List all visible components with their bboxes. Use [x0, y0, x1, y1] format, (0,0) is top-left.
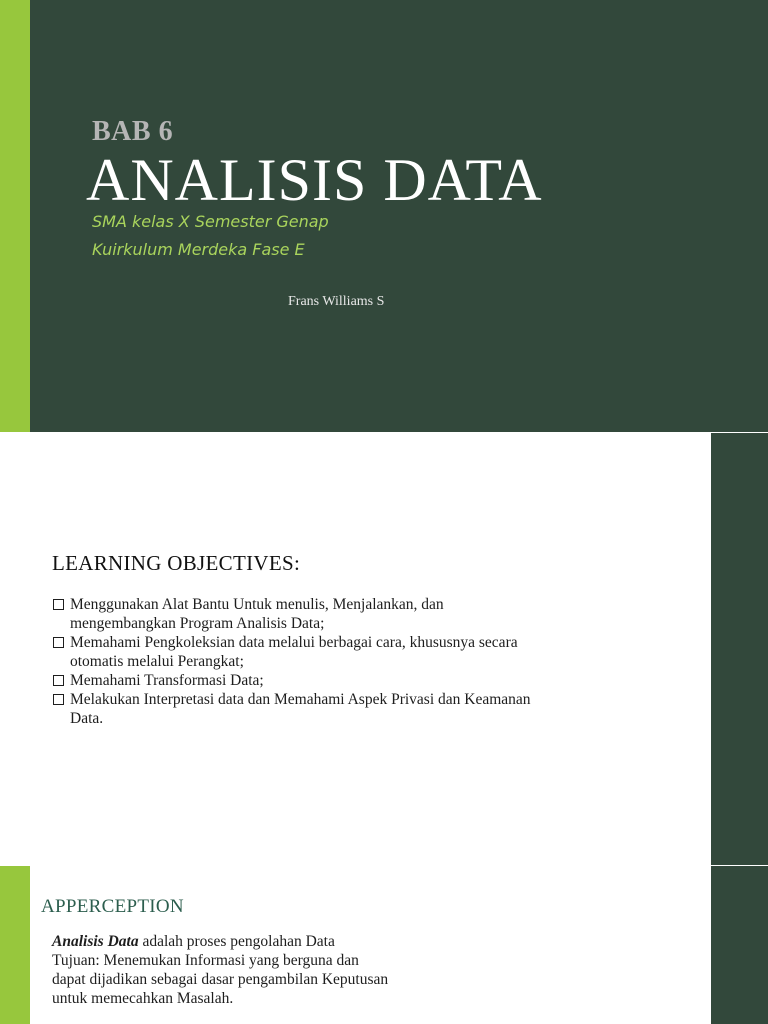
- body-line: [52, 932, 482, 951]
- checkbox-bullet-icon: [53, 637, 64, 648]
- objective-item: [52, 671, 652, 690]
- chapter-label: BAB 6: [92, 116, 174, 147]
- definition-text: adalah proses pengolahan Data: [138, 933, 335, 950]
- apperception-slide: [0, 866, 768, 1024]
- apperception-body: [52, 932, 482, 1008]
- subtitle-line-1: SMA kelas X Semester Genap: [92, 212, 329, 231]
- right-accent-bar: [711, 866, 768, 1024]
- objective-text-line: Menggunakan Alat Bantu Untuk menulis, Menjalankan, dan: [70, 596, 444, 613]
- slide-title: ANALISIS DATA: [86, 147, 543, 213]
- objectives-slide: [0, 433, 768, 865]
- checkbox-bullet-icon: [53, 694, 64, 705]
- objective-item: [52, 690, 652, 728]
- author-name: Frans Williams S: [288, 294, 385, 309]
- body-line: untuk memecahkan Masalah.: [52, 990, 234, 1007]
- objective-text-line: mengembangkan Program Analisis Data;: [70, 615, 325, 632]
- objective-text-line: Memahami Transformasi Data;: [70, 672, 264, 689]
- checkbox-bullet-icon: [53, 599, 64, 610]
- objective-text-line: Melakukan Interpretasi data dan Memahami Aspek Privasi dan Keamanan: [70, 691, 531, 708]
- body-line: Tujuan: Menemukan Informasi yang berguna dan: [52, 952, 359, 969]
- subtitle-line-2: Kuirkulum Merdeka Fase E: [92, 240, 305, 259]
- apperception-heading: APPERCEPTION: [41, 896, 184, 917]
- body-line: dapat dijadikan sebagai dasar pengambilan Keputusan: [52, 971, 389, 988]
- objectives-list: [52, 595, 652, 728]
- objective-item: [52, 595, 652, 633]
- left-accent-bar: [0, 0, 30, 432]
- objective-text-line: Memahami Pengkoleksian data melalui berbagai cara, khususnya secara: [70, 634, 518, 651]
- objective-item: [52, 633, 652, 671]
- title-slide: [0, 0, 768, 432]
- checkbox-bullet-icon: [53, 675, 64, 686]
- left-accent-bar: [0, 866, 30, 1024]
- objective-text-line: Data.: [70, 710, 104, 727]
- definition-term: Analisis Data: [52, 933, 139, 950]
- objective-text-line: otomatis melalui Perangkat;: [70, 653, 244, 670]
- objectives-heading: LEARNING OBJECTIVES:: [52, 551, 301, 575]
- right-accent-bar: [711, 433, 768, 865]
